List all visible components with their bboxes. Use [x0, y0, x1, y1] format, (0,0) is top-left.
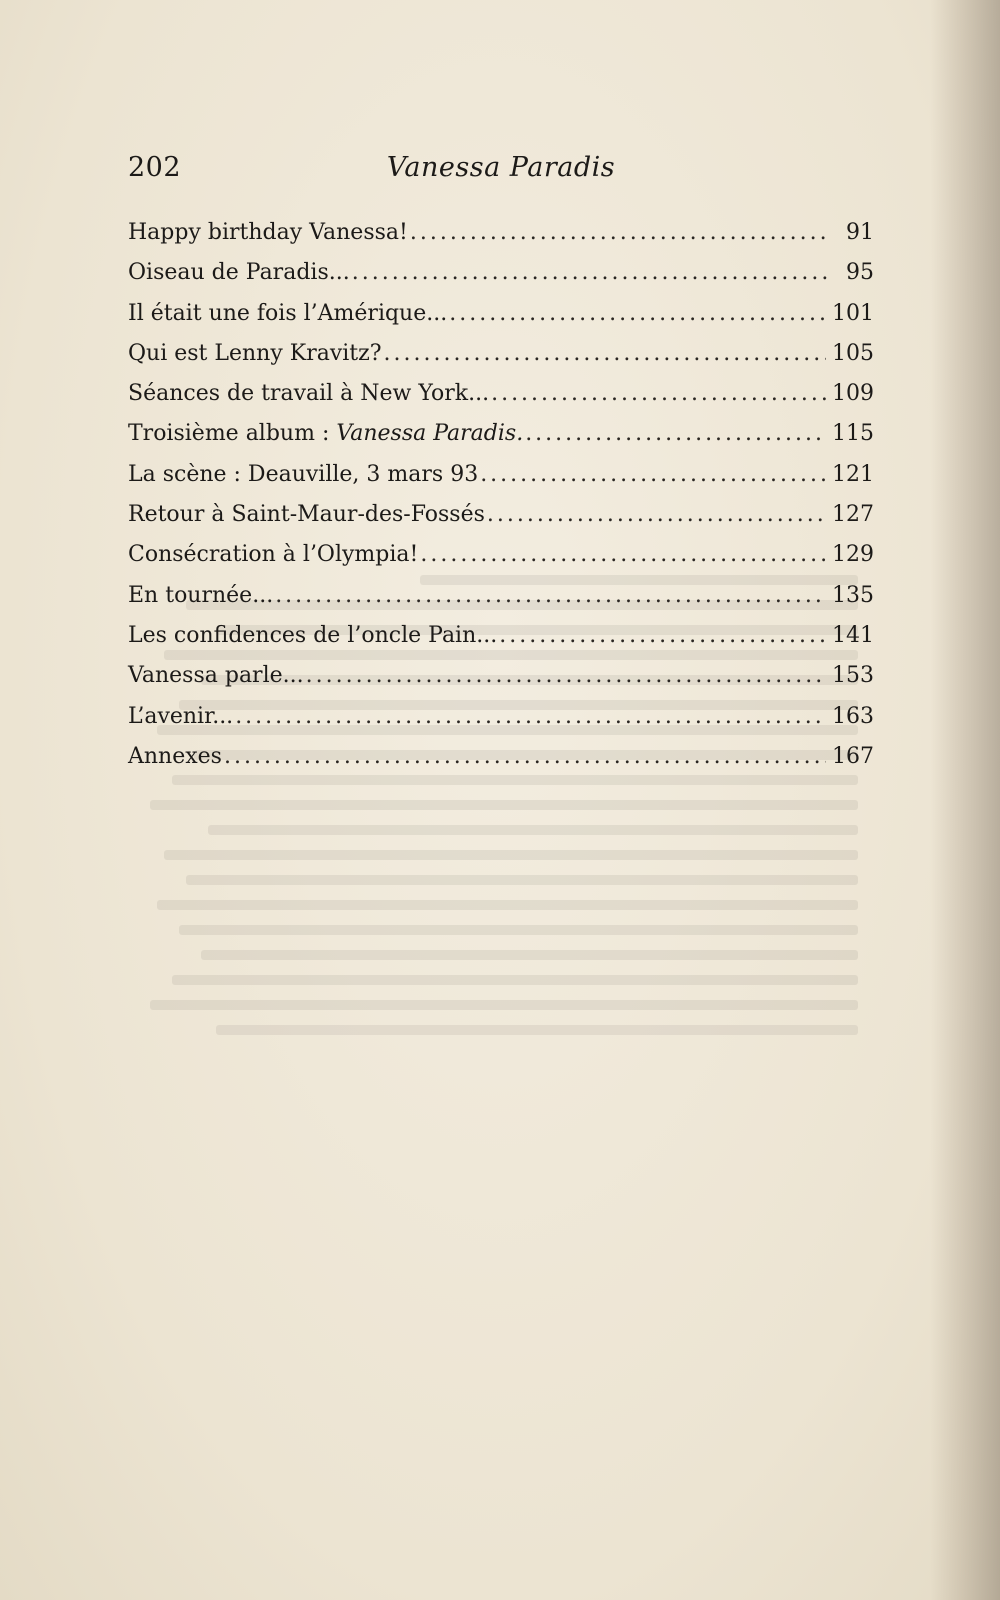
toc-entry-title: Qui est Lenny Kravitz? [128, 340, 382, 366]
dot-leader [384, 334, 826, 374]
table-of-contents [128, 213, 874, 777]
dot-leader [487, 495, 826, 535]
toc-entry [128, 616, 874, 656]
dot-leader [275, 576, 826, 616]
dot-leader [235, 697, 826, 737]
toc-entry-title: Vanessa parle... [128, 663, 304, 689]
dot-leader [410, 213, 828, 253]
toc-entry-page: 121 [832, 461, 874, 487]
toc-entry [128, 294, 874, 334]
toc-entry-page: 167 [832, 743, 874, 769]
toc-entry-page: 163 [832, 703, 874, 729]
toc-entry-title-italic: Vanessa Paradis. [336, 421, 524, 447]
toc-entry-page: 141 [832, 622, 874, 648]
toc-entry [128, 576, 874, 616]
toc-entry-page: 135 [832, 582, 874, 608]
dot-leader [449, 294, 826, 334]
toc-entry-title: L’avenir... [128, 703, 234, 729]
toc-entry [128, 253, 874, 293]
dot-leader [420, 535, 826, 575]
toc-entry-title: La scène : Deauville, 3 mars 93 [128, 461, 479, 487]
toc-entry-page: 109 [832, 381, 874, 407]
toc-entry-page: 115 [832, 421, 874, 447]
toc-entry [128, 495, 874, 535]
toc-entry-page: 91 [846, 220, 874, 245]
dot-leader [491, 374, 826, 414]
dot-leader [525, 414, 826, 454]
toc-entry [128, 656, 874, 696]
toc-entry [128, 414, 874, 454]
toc-entry-page: 105 [832, 340, 874, 366]
toc-entry-title: Séances de travail à New York... [128, 381, 490, 407]
toc-entry-title: En tournée... [128, 582, 274, 608]
page-number: 202 [128, 152, 182, 183]
toc-entry-title: Consécration à l’Olympia! [128, 542, 419, 568]
toc-entry-title: Retour à Saint-Maur-des-Fossés [128, 502, 485, 528]
toc-entry [128, 737, 874, 777]
toc-entry-title: Les confidences de l’oncle Pain... [128, 622, 498, 648]
toc-entry-page: 153 [832, 663, 874, 689]
toc-entry [128, 213, 874, 253]
dot-leader [352, 253, 828, 293]
toc-entry-title: Annexes [128, 743, 222, 769]
toc-entry [128, 334, 874, 374]
dot-leader [306, 656, 826, 696]
toc-entry [128, 697, 874, 737]
toc-entry-title: Oiseau de Paradis... [128, 260, 350, 286]
book-title: Vanessa Paradis [386, 152, 616, 183]
running-head [128, 152, 874, 192]
toc-entry-page: 95 [846, 260, 874, 286]
toc-entry [128, 374, 874, 414]
dot-leader [480, 455, 826, 495]
toc-entry-page: 129 [832, 542, 874, 568]
toc-entry-title: Happy birthday Vanessa! [128, 220, 408, 245]
toc-entry [128, 455, 874, 495]
toc-entry-page: 101 [832, 300, 874, 326]
dot-leader [499, 616, 826, 656]
dot-leader [224, 737, 826, 777]
toc-entry-page: 127 [832, 502, 874, 528]
toc-entry [128, 535, 874, 575]
toc-entry-title [128, 414, 523, 454]
toc-entry-title: Il était une fois l’Amérique... [128, 300, 448, 326]
toc-entry-title-prefix: Troisième album : [128, 421, 337, 447]
